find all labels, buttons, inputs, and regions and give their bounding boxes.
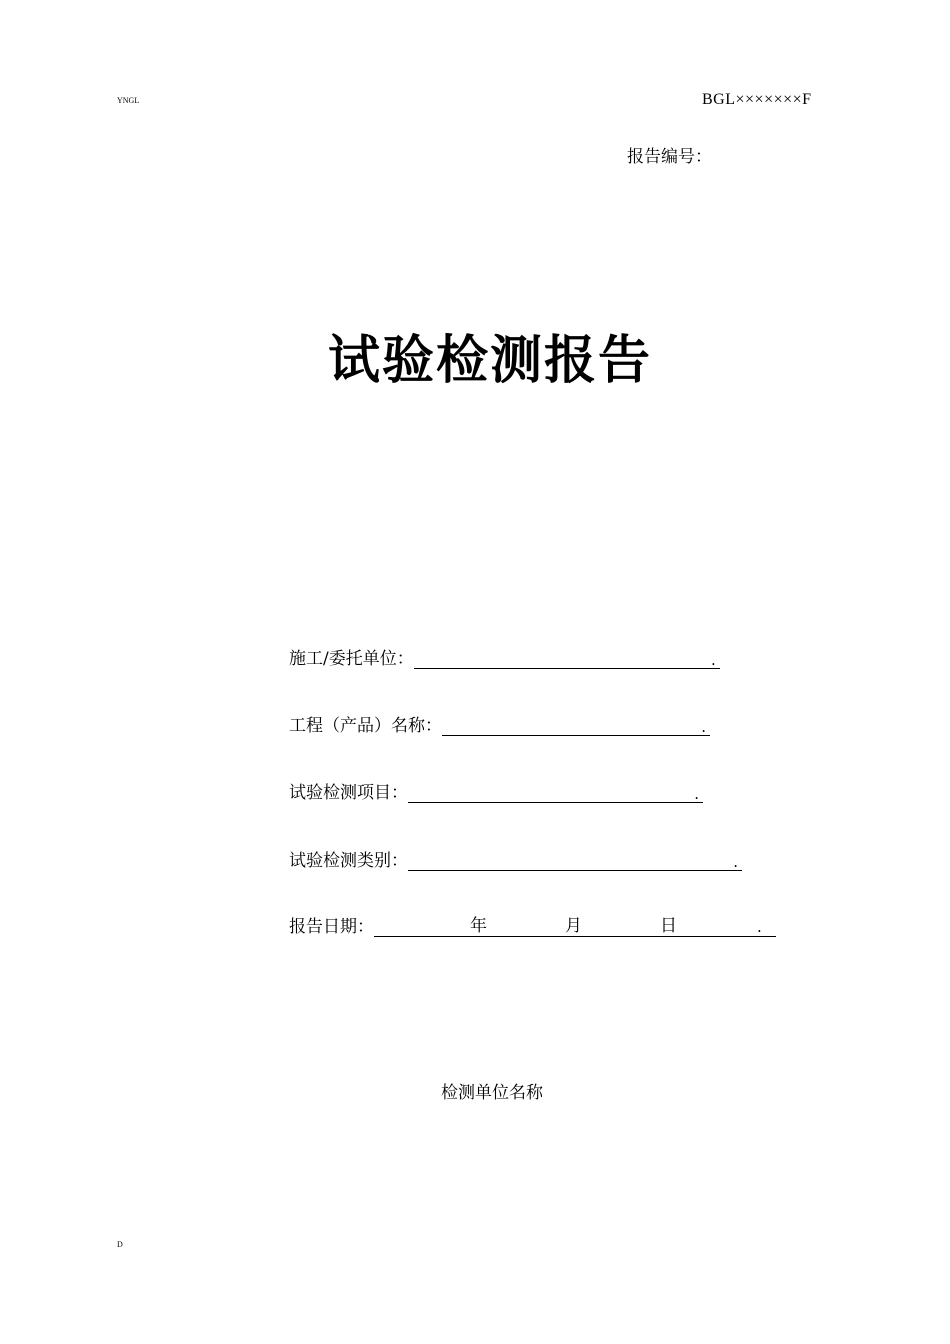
month-unit: 月 bbox=[565, 916, 582, 936]
day-unit: 日 bbox=[660, 916, 677, 936]
footer-mark: D bbox=[117, 1240, 123, 1249]
field-report-date bbox=[289, 912, 776, 937]
field-label: 试验检测项目： bbox=[289, 783, 408, 803]
field-label: 施工/委托单位： bbox=[289, 649, 414, 669]
document-code: BGL×××××××F bbox=[702, 91, 812, 108]
field-test-item bbox=[289, 778, 703, 803]
trailing-dot: . bbox=[757, 918, 762, 936]
report-number-label: 报告编号： bbox=[627, 147, 712, 167]
report-title: 试验检测报告 bbox=[328, 331, 653, 391]
test-item-blank[interactable] bbox=[408, 782, 703, 803]
trailing-dot: . bbox=[733, 853, 738, 871]
project-name-blank[interactable] bbox=[442, 715, 710, 736]
field-construction-unit bbox=[289, 644, 720, 669]
trailing-dot: . bbox=[710, 651, 716, 669]
construction-unit-blank[interactable] bbox=[414, 648, 720, 669]
test-category-blank[interactable] bbox=[408, 850, 742, 871]
field-label: 工程（产品）名称： bbox=[289, 716, 442, 736]
field-test-category bbox=[289, 846, 742, 871]
trailing-dot: . bbox=[694, 785, 699, 803]
testing-organization-name: 检测单位名称 bbox=[441, 1083, 543, 1103]
field-label: 试验检测类别： bbox=[289, 851, 408, 871]
report-date-label: 报告日期： bbox=[289, 917, 374, 937]
trailing-dot: . bbox=[701, 718, 706, 736]
field-project-name bbox=[289, 711, 710, 736]
header-left-mark: YNGL bbox=[117, 96, 140, 105]
year-unit: 年 bbox=[470, 916, 487, 936]
report-date-blank[interactable] bbox=[374, 914, 776, 937]
